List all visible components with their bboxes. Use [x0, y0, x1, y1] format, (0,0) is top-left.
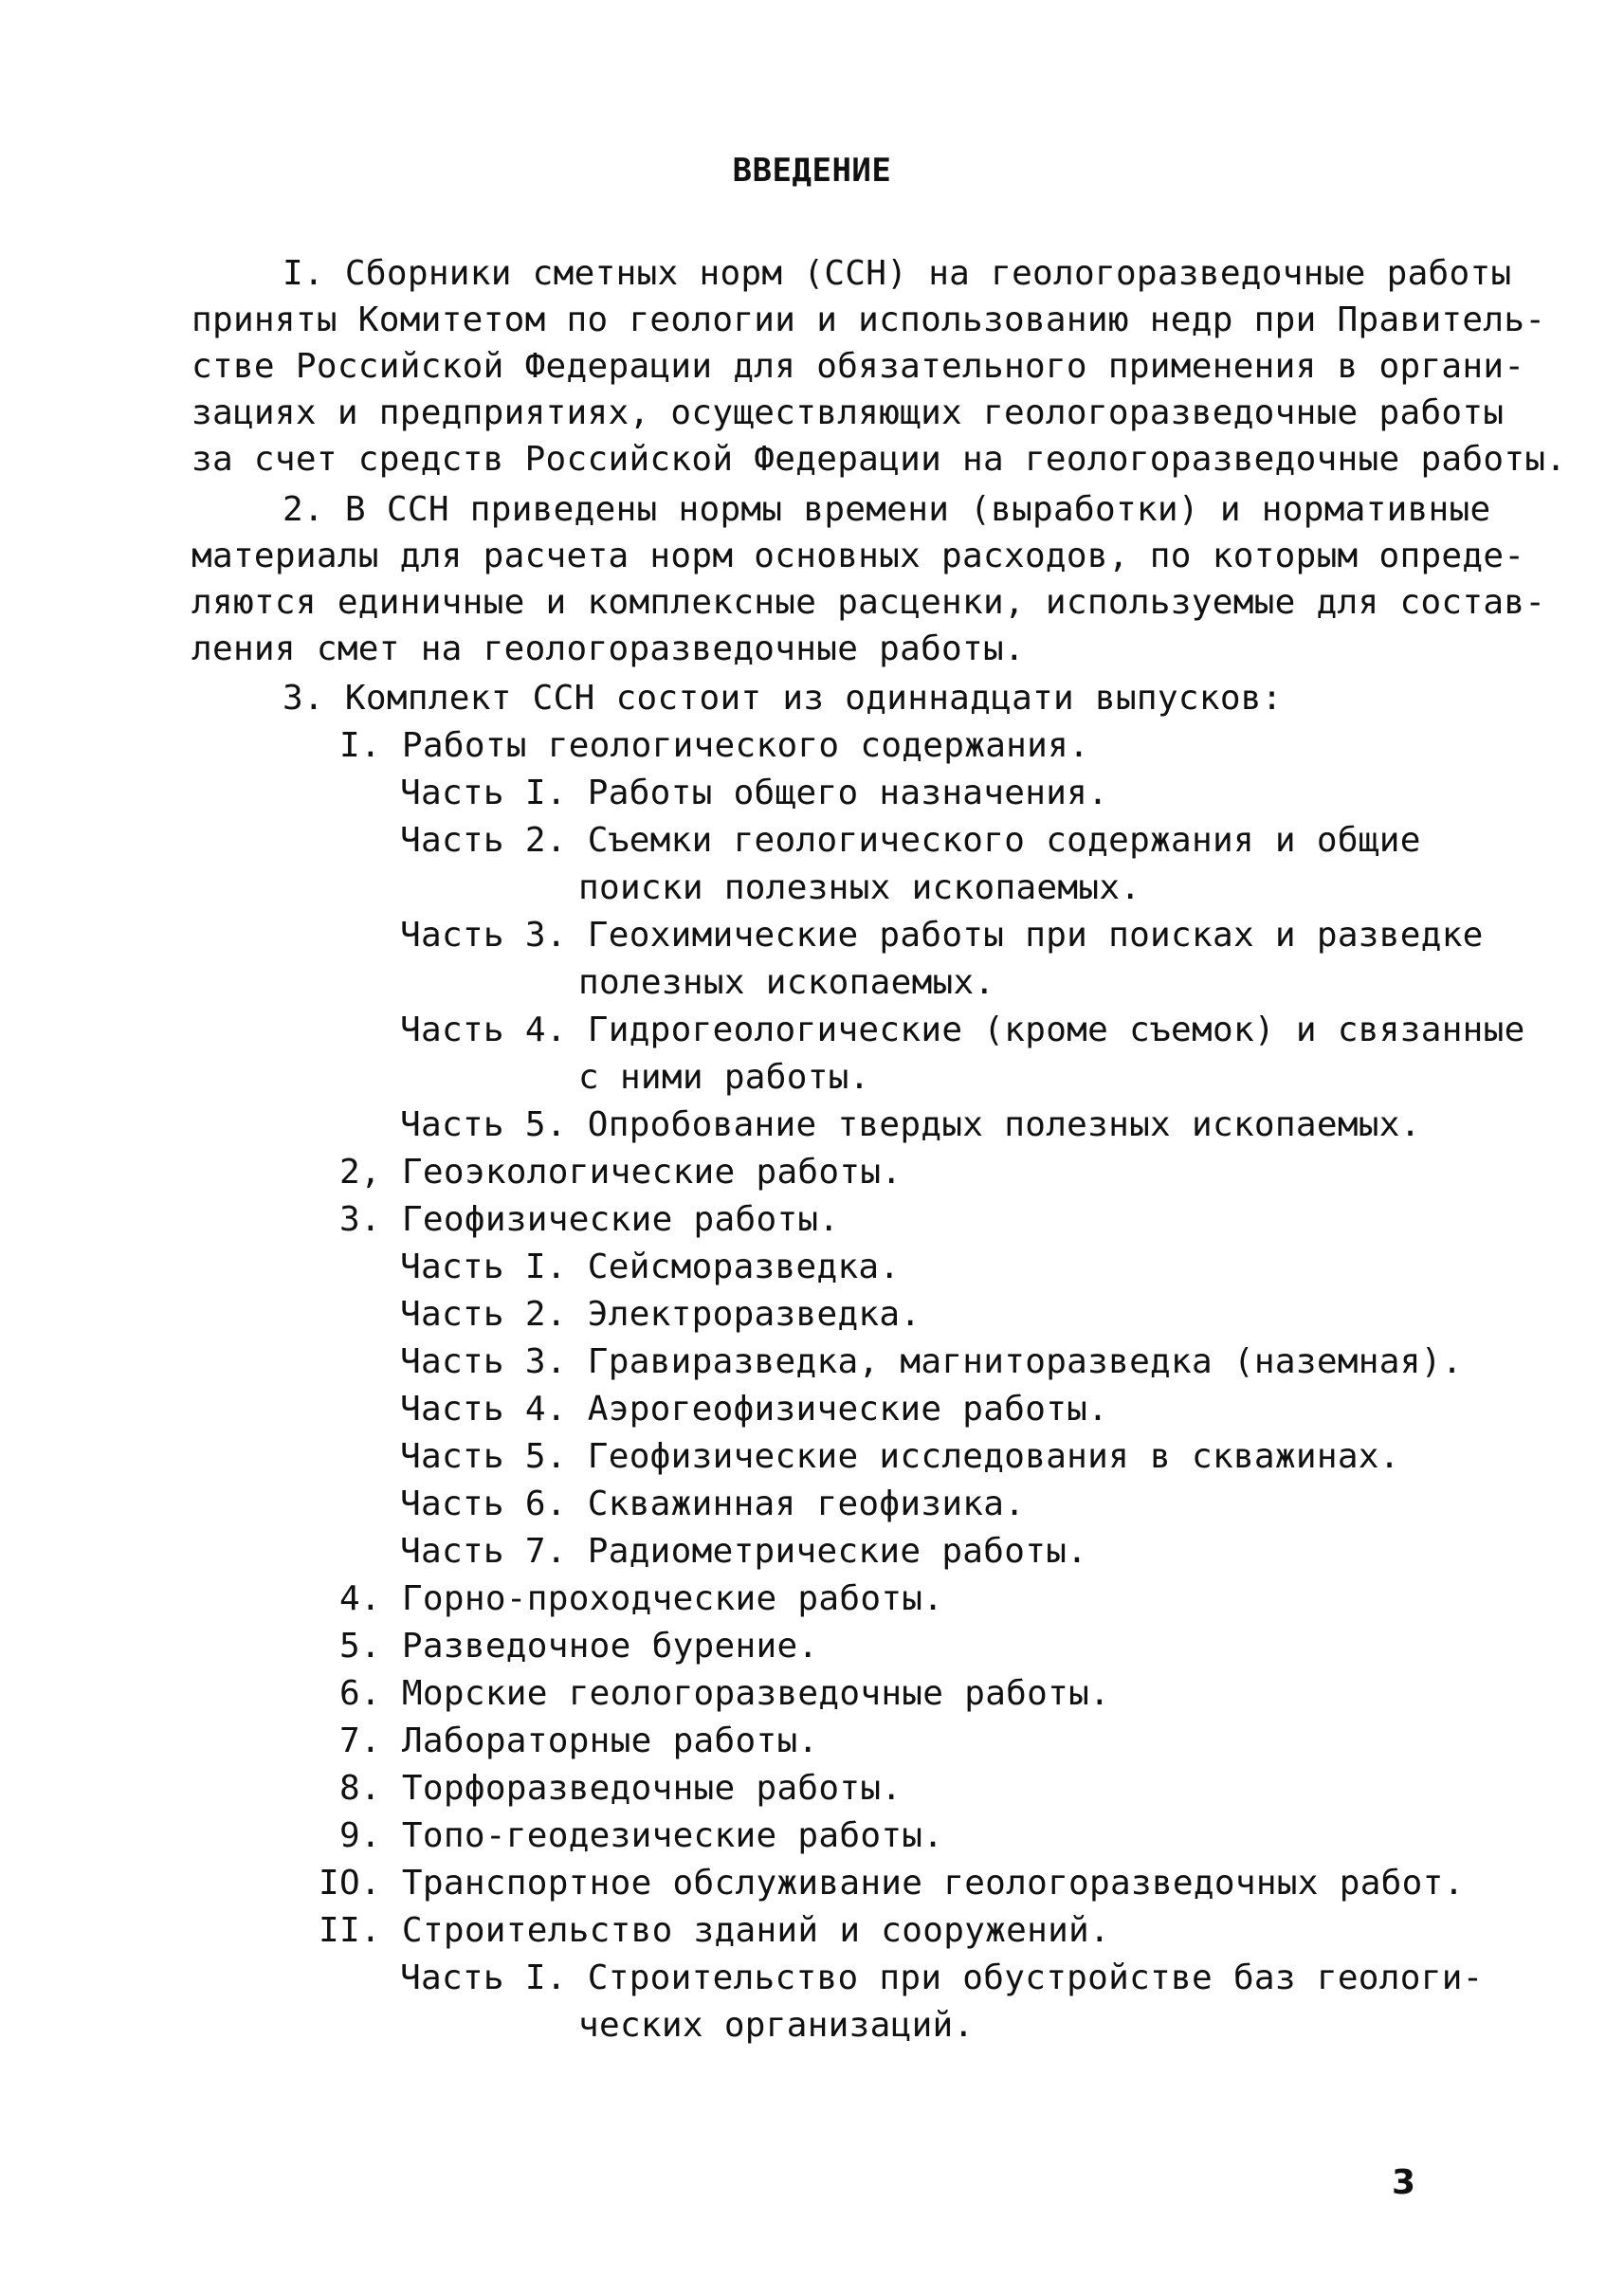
paragraph-1-line: за счет средств Российской Федерации на геологоразведочные работы.: [192, 440, 1567, 479]
issue-part: Часть 3. Гравиразведка, магниторазведка (наземная).: [400, 1342, 1463, 1381]
issue-part: Часть 3. Геохимические работы при поисках и разведке: [400, 916, 1484, 955]
issue-part-continuation: поиски полезных ископаемых.: [578, 868, 1141, 907]
issue-part: Часть 5. Геофизические исследования в скважинах.: [400, 1437, 1400, 1476]
issue-item: I. Работы геологического содержания.: [339, 726, 1090, 765]
issue-item: 5. Разведочное бурение.: [339, 1627, 819, 1666]
issue-part: Часть 2. Съемки геологического содержания и общие: [400, 821, 1421, 860]
issue-part: Часть 5. Опробование твердых полезных ископаемых.: [400, 1105, 1421, 1144]
paragraph-1-line: стве Российской Федерации для обязательного применения в органи-: [192, 347, 1525, 386]
issue-part: Часть 4. Гидрогеологические (кроме съемок) и связанные: [400, 1011, 1525, 1049]
issue-part-continuation: ческих организаций.: [578, 2006, 975, 2045]
paragraph-3-intro: 3. Комплект ССН состоит из одиннадцати выпусков:: [283, 679, 1283, 718]
paragraph-1-line: I. Сборники сметных норм (ССН) на геологоразведочные работы: [283, 254, 1512, 293]
paragraph-2-line: 2. В ССН приведены нормы времени (выработки) и нормативные: [283, 490, 1491, 529]
page-number: 3: [1392, 2163, 1416, 2202]
page-title: ВВЕДЕНИЕ: [732, 152, 892, 190]
paragraph-2-line: ления смет на геологоразведочные работы.: [192, 629, 1025, 668]
issue-part: Часть I. Сейсморазведка.: [400, 1248, 901, 1286]
issue-part: Часть 7. Радиометрические работы.: [400, 1532, 1088, 1571]
issue-part: Часть 6. Скважинная геофизика.: [400, 1484, 1026, 1523]
issue-item: 2, Геоэкологические работы.: [339, 1153, 903, 1192]
issue-item: 4. Горно-проходческие работы.: [339, 1579, 944, 1618]
issue-part: Часть 4. Аэрогеофизические работы.: [400, 1390, 1109, 1429]
issue-item: 6. Морские геологоразведочные работы.: [339, 1674, 1111, 1713]
paragraph-1-line: приняты Комитетом по геологии и использованию недр при Правитель-: [192, 301, 1546, 339]
issue-item: II. Строительство зданий и сооружений.: [319, 1911, 1111, 1950]
issue-item: IO. Транспортное обслуживание геологоразведочных работ.: [319, 1864, 1465, 1903]
issue-part-continuation: с ними работы.: [578, 1058, 870, 1097]
issue-part-continuation: полезных ископаемых.: [578, 963, 995, 1002]
issue-item: 9. Топо-геодезические работы.: [339, 1816, 944, 1855]
issue-item: 8. Торфоразведочные работы.: [339, 1769, 903, 1808]
issue-item: 7. Лабораторные работы.: [339, 1721, 819, 1760]
paragraph-1-line: зациях и предприятиях, осуществляющих геологоразведочные работы: [192, 393, 1505, 432]
paragraph-2-line: ляются единичные и комплексные расценки, используемые для состав-: [192, 583, 1546, 622]
issue-part: Часть 2. Электроразведка.: [400, 1295, 921, 1334]
issue-part: Часть I. Строительство при обустройстве баз геологи-: [400, 1958, 1484, 1997]
issue-item: 3. Геофизические работы.: [339, 1200, 840, 1239]
issue-part: Часть I. Работы общего назначения.: [400, 774, 1109, 812]
paragraph-2-line: материалы для расчета норм основных расходов, по которым опреде-: [192, 537, 1525, 575]
